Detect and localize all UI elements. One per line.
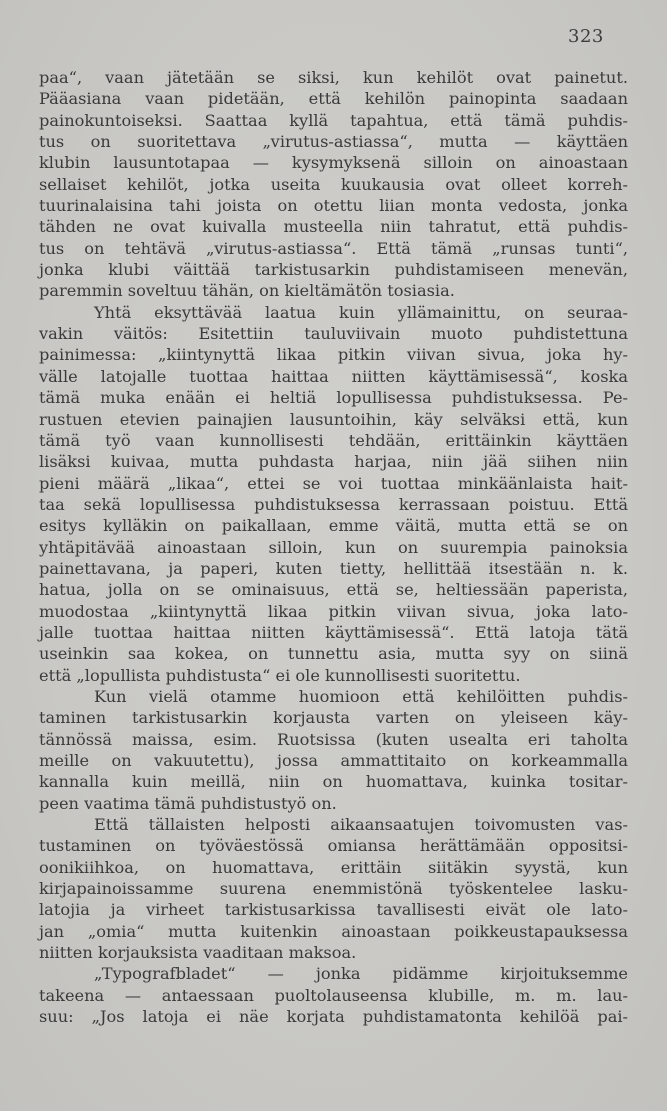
text-line: välle latojalle tuottaa haittaa niitten käyttämisessä“, koska <box>39 366 628 386</box>
text-line: klubin lausuntotapaa — kysymyksenä silloin on ainoastaan <box>39 153 628 173</box>
text-line: jan „omia“ mutta kuitenkin ainoastaan poikkeustapauksessa <box>39 921 628 941</box>
text-line: latojia ja virheet tarkistusarkissa tavallisesti eivät ole lato- <box>39 900 628 920</box>
page-number: 323 <box>568 26 604 47</box>
text-line: rustuen etevien painajien lausuntoihin, käy selväksi että, kun <box>39 409 628 429</box>
text-line: tännössä maissa, esim. Ruotsissa (kuten usealta eri taholta <box>39 729 628 749</box>
text-line: että „lopullista puhdistusta“ ei ole kunnollisesti suoritettu. <box>39 665 521 685</box>
text-line: esitys kylläkin on paikallaan, emme väitä, mutta että se on <box>39 516 628 536</box>
text-line: painimessa: „kiintynyttä likaa pitkin viivan sivua, joka hy- <box>39 345 628 365</box>
text-line: muodostaa „kiintynyttä likaa pitkin viivan sivua, joka lato- <box>39 601 628 621</box>
text-line: niitten korjauksista vaaditaan maksoa. <box>39 943 357 963</box>
text-line: painokuntoiseksi. Saattaa kyllä tapahtua, että tämä puhdis- <box>39 110 628 130</box>
text-line: jalle tuottaa haittaa niitten käyttämisessä“. Että latoja tätä <box>39 622 628 642</box>
text-line: „Typografbladet“ — jonka pidämme kirjoituksemme <box>94 964 628 984</box>
text-line: kirjapainoissamme suurena enemmistönä työskentelee lasku- <box>39 879 628 899</box>
text-line: jonka klubi väittää tarkistusarkin puhdistamiseen menevän, <box>39 260 628 280</box>
text-line: kannalla kuin meillä, niin on huomattava, kuinka tositar- <box>39 772 628 792</box>
text-line: hatua, jolla on se ominaisuus, että se, heltiessään paperista, <box>39 580 628 600</box>
text-line: Kun vielä otamme huomioon että kehilöitten puhdis- <box>94 686 628 706</box>
text-line: yhtäpitävää ainoastaan silloin, kun on suurempia painoksia <box>39 537 628 557</box>
text-line: pieni määrä „likaa“, ettei se voi tuottaa minkäänlaista hait- <box>39 473 628 493</box>
text-line: taa sekä lopullisessa puhdistuksessa kerrassaan poistuu. Että <box>39 494 628 514</box>
text-line: peen vaatima tämä puhdistustyö on. <box>39 793 337 813</box>
text-line: meille on vakuutettu), jossa ammattitaito on korkeammalla <box>39 751 628 770</box>
text-line: tämä muka enään ei heltiä lopullisessa puhdistuksessa. Pe- <box>39 388 628 408</box>
text-line: tustaminen on työväestössä omiansa herättämään oppositsi- <box>39 836 628 856</box>
text-line: tuurinalaisina tahi joista on otettu liian monta vedosta, jonka <box>39 196 628 216</box>
text-line: paremmin soveltuu tähän, on kieltämätön tosiasia. <box>39 281 455 301</box>
text-line: paa“, vaan jätetään se siksi, kun kehilöt ovat painetut. <box>39 68 628 87</box>
text-line: tähden ne ovat kuivalla musteella niin tahratut, että puhdis- <box>39 217 628 237</box>
text-line: vakin väitös: Esitettiin tauluviivain muoto puhdistettuna <box>39 324 628 344</box>
text-line: Yhtä eksyttävää laatua kuin yllämainittu, on seuraa- <box>94 302 628 322</box>
text-line: taminen tarkistusarkin korjausta varten on yleiseen käy- <box>39 708 628 728</box>
text-line: suu: „Jos latoja ei näe korjata puhdistamatonta kehilöä pai- <box>39 1007 628 1027</box>
text-line: painettavana, ja paperi, kuten tietty, hellittää itsestään n. k. <box>39 558 628 578</box>
text-line: Että tällaisten helposti aikaansaatujen toivomusten vas- <box>94 815 628 835</box>
text-line: oonikiihkoa, on huomattava, erittäin siitäkin syystä, kun <box>39 857 628 877</box>
text-line: tämä työ vaan kunnollisesti tehdään, erittäinkin käyttäen <box>39 430 628 450</box>
text-line: takeena — antaessaan puoltolauseensa klubille, m. m. lau- <box>39 985 628 1005</box>
text-line: sellaiset kehilöt, jotka useita kuukausia ovat olleet korreh- <box>39 174 628 194</box>
text-line: lisäksi kuivaa, mutta puhdasta harjaa, niin jää siihen niin <box>39 452 628 472</box>
text-line: Pääasiana vaan pidetään, että kehilön painopinta saadaan <box>39 89 628 109</box>
text-line: tus on suoritettava „virutus-astiassa“, mutta — käyttäen <box>39 132 628 152</box>
body-text <box>39 67 628 1027</box>
text-line: tus on tehtävä „virutus-astiassa“. Että tämä „runsas tunti“, <box>39 238 628 258</box>
text-line: useinkin saa kokea, on tunnettu asia, mutta syy on siinä <box>39 644 628 664</box>
